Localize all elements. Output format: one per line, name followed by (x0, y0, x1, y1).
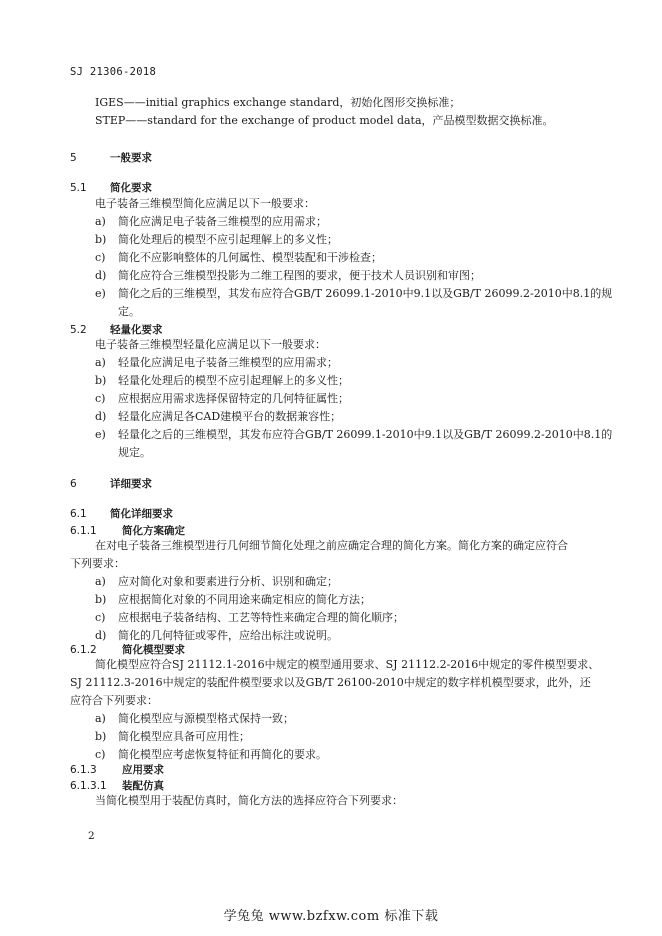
section-title: 简化模型要求 (122, 644, 185, 656)
section-number: 6.1.3.1 (70, 780, 107, 792)
list-item (95, 426, 612, 442)
paragraph: 电子装备三维模型轻量化应满足以下一般要求： (95, 338, 326, 351)
list-text: 简化模型应与源模型格式保持一致； (118, 712, 294, 725)
list-text: 简化模型应具备可应用性； (118, 730, 250, 743)
section-title: 简化详细要求 (110, 508, 173, 520)
list-item-continuation: 规定。 (118, 446, 151, 459)
list-item (95, 627, 338, 643)
list-item (95, 267, 481, 283)
list-marker: c) (95, 251, 106, 264)
list-marker: b) (95, 730, 107, 743)
document-code-header: SJ 21306-2018 (70, 66, 157, 78)
list-text: 简化应满足电子装备三维模型的应用需求； (118, 215, 327, 228)
list-marker: a) (95, 215, 106, 228)
list-item (95, 390, 349, 406)
section-number: 6.1.1 (70, 525, 97, 537)
list-text: 轻量化应满足电子装备三维模型的应用需求； (118, 356, 338, 369)
paragraph: 当简化模型用于装配仿真时，简化方法的选择应符合下列要求： (95, 794, 403, 807)
list-text: 应根据电子装备结构、工艺等特性来确定合理的简化顺序； (118, 611, 404, 624)
list-marker: a) (95, 356, 106, 369)
definition-step: STEP——standard for the exchange of product model data，产品模型数据交换标准。 (95, 114, 554, 127)
list-item (95, 285, 612, 301)
list-item (95, 213, 327, 229)
section-title: 简化方案确定 (122, 525, 185, 537)
list-text: 应对简化对象和要素进行分析、识别和确定； (118, 575, 338, 588)
list-text: 轻量化处理后的模型不应引起理解上的多义性； (118, 374, 349, 387)
list-item (95, 746, 327, 762)
paragraph: 简化模型应符合SJ 21112.1-2016中规定的模型通用要求、SJ 21112.2-2016中规定的零件模型要求、 (95, 658, 600, 671)
paragraph-continuation: 下列要求： (70, 557, 125, 570)
list-text: 简化的几何特征或零件，应给出标注或说明。 (118, 629, 338, 642)
section-number: 6.1.3 (70, 764, 97, 776)
list-marker: b) (95, 593, 107, 606)
list-item (95, 573, 338, 589)
list-item (95, 231, 338, 247)
paragraph-continuation: 应符合下列要求： (70, 694, 158, 707)
paragraph-continuation: SJ 21112.3-2016中规定的装配件模型要求以及GB/T 26100-2010中规定的数字样机模型要求，此外，还 (70, 676, 591, 689)
section-title: 轻量化要求 (110, 324, 163, 336)
list-marker: c) (95, 392, 106, 405)
list-marker: a) (95, 712, 106, 725)
section-heading-6-1-3 (70, 762, 164, 777)
page-number: 2 (88, 830, 95, 842)
list-marker: d) (95, 629, 107, 642)
watermark-footer: 学兔兔 www.bzfxw.com 标准下载 (223, 909, 439, 924)
list-item (95, 249, 382, 265)
section-heading-6-1-2 (70, 642, 185, 657)
definition-iges: IGES——initial graphics exchange standard，初始化图形交换标准； (95, 96, 461, 109)
list-marker: d) (95, 269, 107, 282)
list-item (95, 728, 250, 744)
section-heading-5-1 (70, 180, 152, 195)
list-text: 应根据简化对象的不同用途来确定相应的简化方法； (118, 593, 371, 606)
list-marker: c) (95, 611, 106, 624)
list-item (95, 710, 294, 726)
section-number: 6.1 (70, 508, 87, 520)
list-text: 简化应符合三维模型投影为二维工程图的要求，便于技术人员识别和审图； (118, 269, 481, 282)
section-heading-6-1-1 (70, 523, 185, 538)
list-text: 应根据应用需求选择保留特定的几何特征属性； (118, 392, 349, 405)
paragraph: 电子装备三维模型简化应满足以下一般要求： (95, 197, 315, 210)
list-text: 轻量化之后的三维模型，其发布应符合GB/T 26099.1-2010中9.1以及GB/T 26099.2-2010中8.1的 (118, 428, 613, 441)
list-text: 简化之后的三维模型，其发布应符合GB/T 26099.1-2010中9.1以及GB/T 26099.2-2010中8.1的规 (118, 287, 613, 300)
list-marker: a) (95, 575, 106, 588)
section-heading-6 (70, 476, 152, 491)
section-number: 5.1 (70, 182, 87, 194)
list-marker: e) (95, 428, 106, 441)
section-number: 6 (70, 478, 77, 490)
list-item (95, 609, 404, 625)
section-title: 详细要求 (110, 478, 152, 490)
list-text: 简化模型应考虑恢复特征和再简化的要求。 (118, 748, 327, 761)
list-item (95, 591, 371, 607)
list-marker: d) (95, 410, 107, 423)
list-item (95, 372, 349, 388)
section-heading-5 (70, 150, 152, 165)
list-text: 轻量化应满足各CAD建模平台的数据兼容性； (118, 410, 342, 423)
paragraph: 在对电子装备三维模型进行几何细节简化处理之前应确定合理的简化方案。简化方案的确定应符合 (95, 539, 568, 552)
section-number: 6.1.2 (70, 644, 97, 656)
section-title: 装配仿真 (122, 780, 164, 792)
section-heading-6-1-3-1 (70, 778, 164, 793)
list-text: 简化处理后的模型不应引起理解上的多义性； (118, 233, 338, 246)
list-item (95, 408, 341, 424)
list-text: 简化不应影响整体的几何属性、模型装配和干涉检查； (118, 251, 382, 264)
section-title: 应用要求 (122, 764, 164, 776)
section-heading-6-1 (70, 506, 173, 521)
list-marker: c) (95, 748, 106, 761)
list-marker: b) (95, 233, 107, 246)
section-heading-5-2 (70, 322, 163, 337)
section-title: 简化要求 (110, 182, 152, 194)
section-title: 一般要求 (110, 152, 152, 164)
list-marker: b) (95, 374, 107, 387)
list-marker: e) (95, 287, 106, 300)
list-item (95, 354, 338, 370)
list-item-continuation: 定。 (118, 305, 140, 318)
section-number: 5.2 (70, 324, 87, 336)
section-number: 5 (70, 152, 77, 164)
